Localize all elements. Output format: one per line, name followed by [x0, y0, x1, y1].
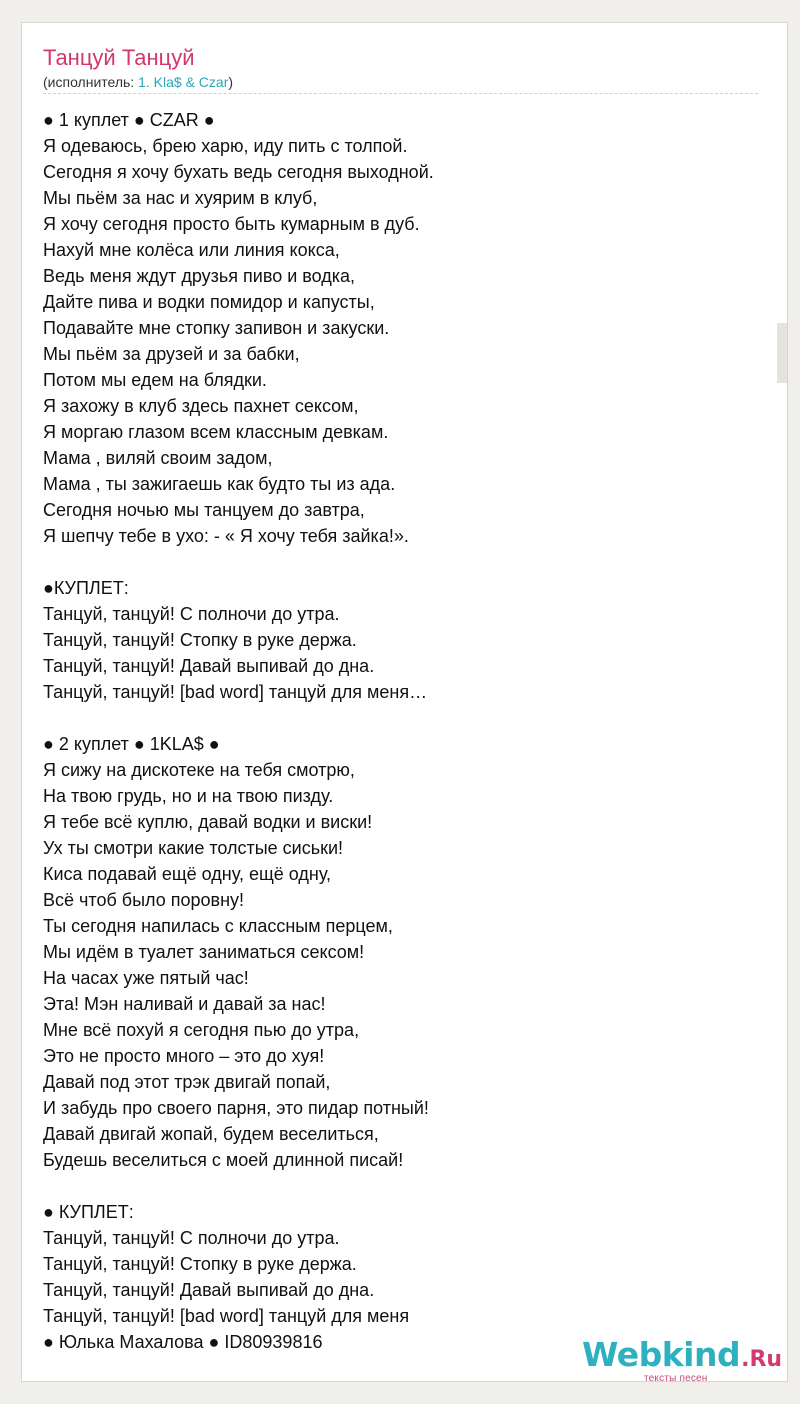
lyric-line: Я моргаю глазом всем классным девкам.: [43, 422, 389, 442]
lyric-line: Киса подавай ещё одну, ещё одну,: [43, 864, 332, 884]
lyric-line: Давай под этот трэк двигай попай,: [43, 1072, 331, 1092]
lyric-line: ● 2 куплет ● 1KLA$ ●: [43, 734, 220, 754]
lyric-line: Это не просто много – это до хуя!: [43, 1046, 325, 1066]
lyric-line: Нахуй мне колёса или линия кокса,: [43, 240, 340, 260]
lyric-line: Я шепчу тебе в ухо: - « Я хочу тебя зайка!».: [43, 526, 409, 546]
lyric-line: Подавайте мне стопку запивон и закуски.: [43, 318, 390, 338]
lyric-line: Ведь меня ждут друзья пиво и водка,: [43, 266, 356, 286]
lyric-line: Я одеваюсь, брею харю, иду пить с толпой.: [43, 136, 408, 156]
artist-link[interactable]: 1. Kla$ & Czar: [138, 74, 229, 90]
lyric-line: Я хочу сегодня просто быть кумарным в дуб.: [43, 214, 420, 234]
lyric-line: ● Юлька Махалова ● ID80939816: [43, 1332, 323, 1352]
lyric-line: Танцуй, танцуй! Давай выпивай до дна.: [43, 656, 375, 676]
lyric-line: Я тебе всё куплю, давай водки и виски!: [43, 812, 373, 832]
lyric-line: Танцуй, танцуй! Давай выпивай до дна.: [43, 1280, 375, 1300]
lyric-line: Сегодня ночью мы танцуем до завтра,: [43, 500, 365, 520]
lyric-line: Мы пьём за нас и хуярим в клуб,: [43, 188, 318, 208]
brand-name: [582, 1335, 782, 1374]
lyric-stanza: [43, 107, 763, 549]
lyrics-body: [43, 107, 763, 1355]
lyric-line: ● КУПЛЕТ:: [43, 1202, 134, 1222]
lyric-line: На часах уже пятый час!: [43, 968, 249, 988]
brand-tld: .Ru: [741, 1347, 783, 1372]
title-divider: [43, 93, 758, 94]
lyric-line: Танцуй, танцуй! Стопку в руке держа.: [43, 1254, 357, 1274]
artist-suffix: ): [228, 74, 234, 90]
artist-line: [43, 74, 233, 90]
lyric-line: ● 1 куплет ● CZAR ●: [43, 110, 215, 130]
lyric-line: Танцуй, танцуй! С полночи до утра.: [43, 1228, 340, 1248]
lyric-line: Эта! Мэн наливай и давай за нас!: [43, 994, 326, 1014]
lyric-line: Ух ты смотри какие толстые сиськи!: [43, 838, 344, 858]
lyric-line: Мы пьём за друзей и за бабки,: [43, 344, 300, 364]
lyric-line: На твою грудь, но и на твою пизду.: [43, 786, 334, 806]
lyric-line: Танцуй, танцуй! Стопку в руке держа.: [43, 630, 357, 650]
lyric-line: Дайте пива и водки помидор и капусты,: [43, 292, 375, 312]
lyric-line: Танцуй, танцуй! С полночи до утра.: [43, 604, 340, 624]
lyric-line: Всё чтоб было поровну!: [43, 890, 245, 910]
lyric-line: Я сижу на дискотеке на тебя смотрю,: [43, 760, 355, 780]
lyrics-page: [21, 22, 788, 1382]
lyric-line: Танцуй, танцуй! [bad word] танцуй для меня…: [43, 682, 428, 702]
lyric-line: Мне всё похуй я сегодня пью до утра,: [43, 1020, 360, 1040]
brand-word: Webkind: [582, 1335, 741, 1374]
lyric-line: ●КУПЛЕТ:: [43, 578, 129, 598]
scrollbar-edge: [777, 323, 787, 383]
lyric-line: Давай двигай жопай, будем веселиться,: [43, 1124, 379, 1144]
brand-tagline: тексты песен: [644, 1373, 708, 1382]
lyric-line: Мама , виляй своим задом,: [43, 448, 273, 468]
lyric-line: Сегодня я хочу бухать ведь сегодня выходной.: [43, 162, 434, 182]
lyric-line: Потом мы едем на блядки.: [43, 370, 267, 390]
artist-prefix: (исполнитель:: [43, 74, 139, 90]
webkind-logo: [582, 1335, 787, 1382]
lyric-line: Танцуй, танцуй! [bad word] танцуй для меня: [43, 1306, 410, 1326]
lyric-line: Ты сегодня напилась с классным перцем,: [43, 916, 393, 936]
lyric-line: Я захожу в клуб здесь пахнет сексом,: [43, 396, 359, 416]
song-title: Танцуй Танцуй: [43, 45, 195, 70]
lyric-line: И забудь про своего парня, это пидар потный!: [43, 1098, 429, 1118]
lyric-stanza: [43, 731, 763, 1173]
lyric-stanza: [43, 575, 763, 705]
lyric-line: Мама , ты зажигаешь как будто ты из ада.: [43, 474, 396, 494]
lyric-line: Мы идём в туалет заниматься сексом!: [43, 942, 365, 962]
lyric-stanza: [43, 1199, 763, 1355]
lyric-line: Будешь веселиться с моей длинной писай!: [43, 1150, 404, 1170]
